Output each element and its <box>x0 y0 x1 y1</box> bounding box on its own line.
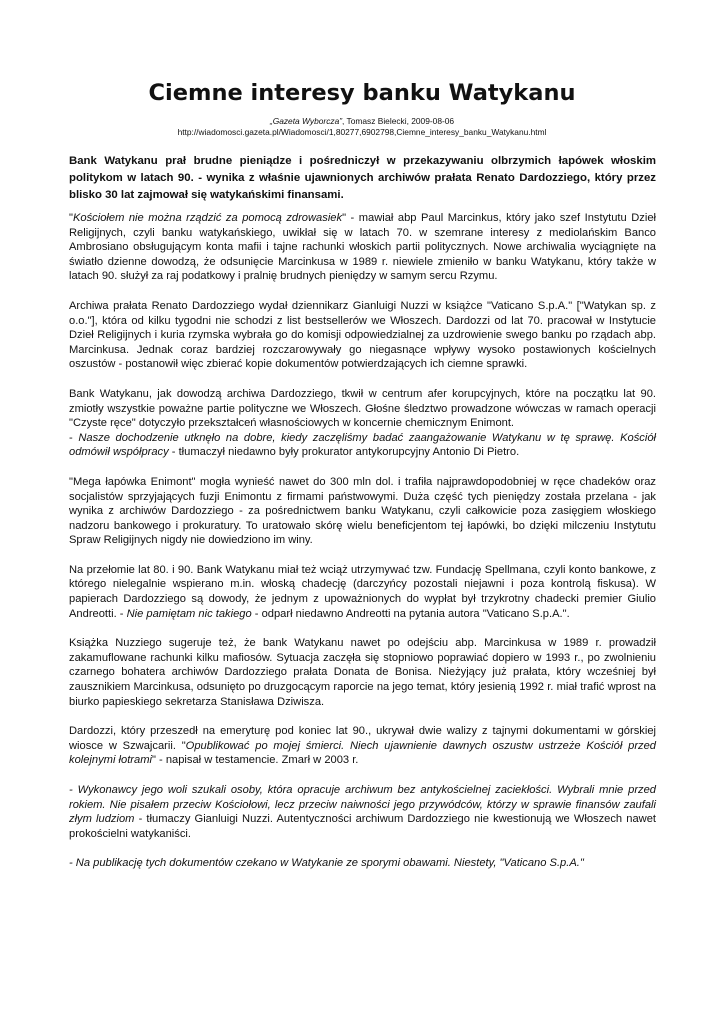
quote-mark: " <box>69 212 73 224</box>
author-date: , Tomasz Bielecki, 2009-08-06 <box>342 116 455 126</box>
paragraph-text: " - napisał w testamencie. Zmarł w 2003 r. <box>151 754 359 767</box>
paragraph-text: - odparł niedawno Andreotti na pytania autora "Vaticano S.p.A.". <box>251 607 570 620</box>
byline <box>0 116 724 126</box>
paragraph-5 <box>69 563 656 621</box>
paragraph-6: Książka Nuzziego sugeruje też, że bank Watykanu nawet po odejściu abp. Marcinkusa w 1989 r. prowadził zakamuflowane rachunki kilku mafiosów. Sytuacja zaczęła się stopniowo poprawiać dopiero w 1993 r., po zwolnieniu czarnego bohatera archiwów Dardozziego prałata Donata de Bonisa. Nieżyjący już prałata, który wcześniej był zausznikiem Marcinkusa, odsunięto po druzgocącym raporcie na jego temat, który jesienią 1992 r. miał trafić wprost na biurko papieskiego sekretarza Stanisława Dziwisza. <box>69 637 656 708</box>
paragraph-1 <box>69 211 656 284</box>
quote: Nie pamiętam nic takiego <box>126 607 252 620</box>
paragraph-text: Dardozzi, który przeszedł na emeryturę pod koniec lat 90., ukrywał dwie walizy z tajnymi dokumentami w górskiej wiosce w Szwajcarii. " <box>69 725 656 752</box>
paragraph-7 <box>69 724 656 768</box>
paragraph-3 <box>69 387 656 460</box>
quote: - Na publikację tych dokumentów czekano w Watykanie ze sporymi obawami. Niestety, "Vaticano S.p.A." <box>69 857 584 870</box>
dash: - <box>69 431 79 444</box>
quote: Kościołem nie można rządzić za pomocą zdrowasiek <box>72 212 343 224</box>
paragraph-4: "Mega łapówka Enimont" mogła wynieść nawet do 300 mln dol. i trafiła najprawdopodobniej w ręce chadeków oraz socjalistów sprzyjających fuzji Enimontu z firmami państwowymi. Duża część tych pieniędzy została przelana - jak wynika z archiwów Dardozziego - za pośrednictwem banku Watykanu, czyli całkowicie poza zasięgiem włoskiego nadzoru bankowego i prokuratury. To uratowało skórę wielu beneficjentom tej łapówki, bo dzięki milczeniu Instytutu Spraw Religijnych nigdy nie dowiedziono im winy. <box>69 475 656 547</box>
quote: Opublikować po mojej śmierci. Niech ujawnienie dawnych oszustw ustrzeże Kościół przed kolejnymi łotrami <box>69 739 656 767</box>
paragraph-text: Bank Watykanu, jak dowodzą archiwa Dardozziego, tkwił w centrum afer korupcyjnych, które na początku lat 90. zmiotły wszystkie poważne partie polityczne we Włoszech. Głośne śledztwo prowadzone wówczas w ramach operacji "Czyste ręce" dotyczyło przekształceń własnościowych w koncernie chemicznym Enimont. <box>69 387 656 430</box>
paragraph-text: - tłumaczy Gianluigi Nuzzi. Autentyczności archiwum Dardozziego nie kwestionują we Włoszech nawet prokościelni watykaniści. <box>69 813 656 840</box>
paragraph-8 <box>69 783 656 841</box>
paragraph-text: " - mawiał abp Paul Marcinkus, który jako szef Instytutu Dzieł Religijnych, czyli banku watykańskiego, uwikłał się w latach 70. w szemrane interesy z mediolańskim Banco Ambrosiano obsługującym konta mafii i tajne rachunki włoskich partii politycznych. Nowe archiwalia wyciągnięte na światło dzienne dowodzą, że odsunięcie Marcinkusa w 1989 r. niewiele zmieniło w banku Watykanu, który także w latach 90. służył za raj podatkowy i pralnię brudnych pieniędzy w samym sercu Rzymu. <box>69 212 656 283</box>
paragraph-2: Archiwa prałata Renato Dardozziego wydał dziennikarz Gianluigi Nuzzi w książce "Vaticano S.p.A." ["Watykan sp. z o.o."], która od kilku tygodni nie schodzi z list bestsellerów we Włoszech. Dardozzi od lat 70. pracował w Instytucie Dzieł Religijnych i kuria rzymska wybrała go do komisji odpowiedzialnej za uzdrowienie swego banku po rządach abp. Marcinkusa. Jednak coraz bardziej rozczarowywały go niegasnące wpływy wysoko postawionych kościelnych oszustów - postanowił więc zbierać kopie dokumentów potwierdzających ich ciemne sprawki. <box>69 299 656 371</box>
source-url: http://wiadomosci.gazeta.pl/Wiadomosci/1,80277,6902798,Ciemne_interesy_banku_Watykanu.html <box>177 127 547 137</box>
paragraph-text: - tłumaczył niedawno były prokurator antykorupcyjny Antonio Di Pietro. <box>168 446 520 459</box>
article-lead: Bank Watykanu prał brudne pieniądze i pośredniczył w przekazywaniu olbrzymich łapówek włoskim politykom w latach 90. - wynika z właśnie ujawnionych archiwów prałata Renato Dardozziego, który przez blisko 30 lat zajmował się watykańskimi finansami. <box>69 155 656 201</box>
source-name: „Gazeta Wyborcza” <box>269 116 343 126</box>
paragraph-9 <box>69 856 656 871</box>
article-title: Ciemne interesy banku Watykanu <box>148 80 576 106</box>
quote: - Wykonawcy jego woli szukali osoby, która opracuje archiwum bez antykościelnej zaciekłości. Wybrali mnie przed rokiem. Nie pisałem przeciw Kościołowi, lecz przeciw naiwności jego przywódców, którzy w sprawie finansów zaufali złym ludziom <box>69 784 656 826</box>
paragraph-text: Na przełomie lat 80. i 90. Bank Watykanu miał też wciąż utrzymywać tzw. Fundację Spellmana, czyli konto bankowe, z którego nielegalnie wspierano m.in. włoską chadecję (darczyńcy pozostali niejawni i poza kontrolą fiskusa). W papierach Dardozziego są dowody, że jednym z upoważnionych do wypłat był trzykrotny chadecki premier Giulio Andreotti. - <box>69 563 656 620</box>
article-body <box>69 211 656 886</box>
quote: Nasze dochodzenie utknęło na dobre, kiedy zaczęliśmy badać zaangażowanie Watykanu w tę sprawę. Kościół odmówił współpracy <box>69 431 656 459</box>
